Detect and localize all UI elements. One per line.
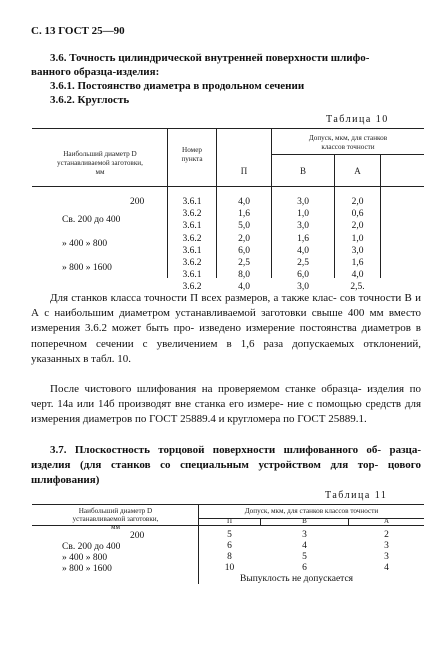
cell: 4,0: [297, 245, 309, 256]
cell: 4,0: [351, 270, 364, 281]
cell: 3.6.1: [182, 197, 202, 207]
table-sub-rule: [271, 154, 424, 155]
cell: 6: [302, 563, 307, 573]
diameter-row: 200: [130, 531, 145, 541]
cell: 1,0: [351, 233, 364, 244]
cell: 8,0: [238, 270, 250, 281]
cell: 3,0: [351, 245, 364, 256]
head-line: мм: [95, 168, 105, 176]
cell: 5: [227, 530, 232, 540]
paragraph-2: После чистового шлифования на проверяемом станке образца- изделия по черт. 14а или 14б производят вне станка его измере- ние с помощью средств для измерения диаметров по ГОСТ 25889.4 и кругломера по ГОСТ 25889.1.: [31, 383, 421, 426]
cell: 6,0: [238, 245, 250, 256]
cell: 3.6.2: [182, 258, 202, 269]
head-line: устанавливаемой заготовки,: [57, 159, 143, 167]
section-3-6-title: 3.6. Точность цилиндрической внутренней поверхности шлифо-: [50, 52, 370, 64]
cell: 1,6: [297, 233, 309, 244]
cell: 4: [302, 541, 307, 551]
head-line: устанавливаемой заготовки,: [72, 515, 159, 523]
head-diameter: [33, 507, 198, 531]
section-3-6-2-title: 3.6.2. Круглость: [50, 94, 130, 106]
diameter-row: Св. 200 до 400: [62, 542, 121, 552]
head-class-p: П: [226, 517, 233, 525]
head-line: Номер: [182, 146, 202, 154]
cell: 4,0: [238, 282, 250, 293]
head-line: мм: [110, 523, 121, 531]
cell: 6: [227, 541, 232, 551]
head-class-p: П: [240, 166, 248, 176]
cell: 2,5: [238, 258, 250, 269]
cell: 4: [384, 563, 389, 573]
cell: 3.6.2: [182, 282, 202, 293]
col-class-a: [335, 196, 380, 294]
diameter-row: » 800 » 1600: [62, 564, 112, 574]
table-top-rule: [32, 128, 424, 129]
head-class-a: А: [383, 517, 390, 525]
head-number: [168, 146, 216, 164]
col-class-v: [261, 530, 348, 574]
table-10-caption: Таблица 10: [326, 114, 389, 125]
head-line: Наибольший диаметр D: [63, 150, 137, 158]
table-head-rule: [32, 186, 424, 187]
cell: 3,0: [297, 221, 309, 232]
head-diameter: [33, 150, 167, 177]
cell: 3.6.1: [182, 270, 202, 281]
head-line: классов точности: [321, 143, 375, 151]
head-class-a: А: [354, 166, 361, 176]
cell: 3.6.1: [182, 221, 202, 232]
diameter-row: Св. 200 до 400: [62, 215, 121, 225]
cell: 3,0: [297, 282, 309, 293]
diameter-row: 200: [130, 197, 145, 207]
cell: 4,0: [238, 197, 250, 207]
cell: 3: [302, 530, 307, 540]
col-class-p: [199, 530, 260, 574]
section-3-6-1-title: 3.6.1. Постоянство диаметра в продольном сечении: [50, 80, 305, 92]
table-vrule: [380, 154, 381, 278]
head-class-v: В: [302, 517, 307, 525]
cell: 3,0: [297, 197, 309, 207]
col-class-v: [272, 196, 334, 294]
cell: 2: [384, 530, 389, 540]
cell: 2,0: [351, 197, 364, 207]
head-class-v: В: [299, 166, 306, 176]
diameter-row: » 800 » 1600: [62, 263, 112, 273]
col-number: [168, 196, 216, 294]
head-tolerance: [272, 134, 424, 152]
diameter-row: » 400 » 800: [62, 553, 108, 563]
cell: 3.6.2: [182, 209, 202, 220]
cell: 2,5: [297, 258, 309, 269]
cell: 6,0: [297, 270, 309, 281]
cell: 5,0: [238, 221, 250, 232]
head-line: пункта: [181, 155, 203, 163]
section-3-6-title-cont: ванного образца-изделия:: [31, 66, 160, 78]
page-header: С. 13 ГОСТ 25—90: [31, 25, 125, 37]
table-top-rule: [32, 504, 424, 505]
diameter-row: » 400 » 800: [62, 239, 108, 249]
cell: 3.6.2: [182, 233, 202, 244]
cell: 1,6: [238, 209, 250, 220]
section-3-7-title: 3.7. Плоскостность торцовой поверхности шлифованного об- разца-изделия (для станков со специальным устройством для тор- цового шлифования): [31, 444, 421, 487]
head-tolerance: Допуск, мкм, для станков классов точности: [244, 507, 379, 515]
cell: 3.6.1: [182, 245, 202, 256]
cell: 8: [227, 552, 232, 562]
cell: 0,6: [351, 209, 364, 220]
table-note: Выпуклость не допускается: [240, 574, 354, 584]
paragraph-1: Для станков класса точности П всех размеров, а также клас- сов точности В и А с наибольшим диаметром устанавливаемой заготовки свыше 400 мм вместо измерения 3.6.2 может быть про- изведено измерение постоянства диаметров в поперечном сечении с увеличением в 1,6 раза допускаемых отклонений, указанных в табл. 10.: [31, 292, 421, 365]
table-11-caption: Таблица 11: [325, 490, 388, 501]
cell: 1,6: [351, 258, 364, 269]
head-line: Наибольший диаметр D: [78, 507, 153, 515]
cell: 2,0: [351, 221, 364, 232]
col-class-p: [217, 196, 271, 294]
cell: 3: [384, 541, 389, 551]
cell: 3: [384, 552, 389, 562]
cell: 5: [302, 552, 307, 562]
cell: 2,0: [238, 233, 250, 244]
head-line: Допуск, мкм, для станков: [308, 134, 388, 142]
cell: 1,0: [297, 209, 309, 220]
cell: 10: [224, 563, 235, 573]
cell: 2,5.: [350, 282, 365, 293]
col-class-a: [349, 530, 424, 574]
